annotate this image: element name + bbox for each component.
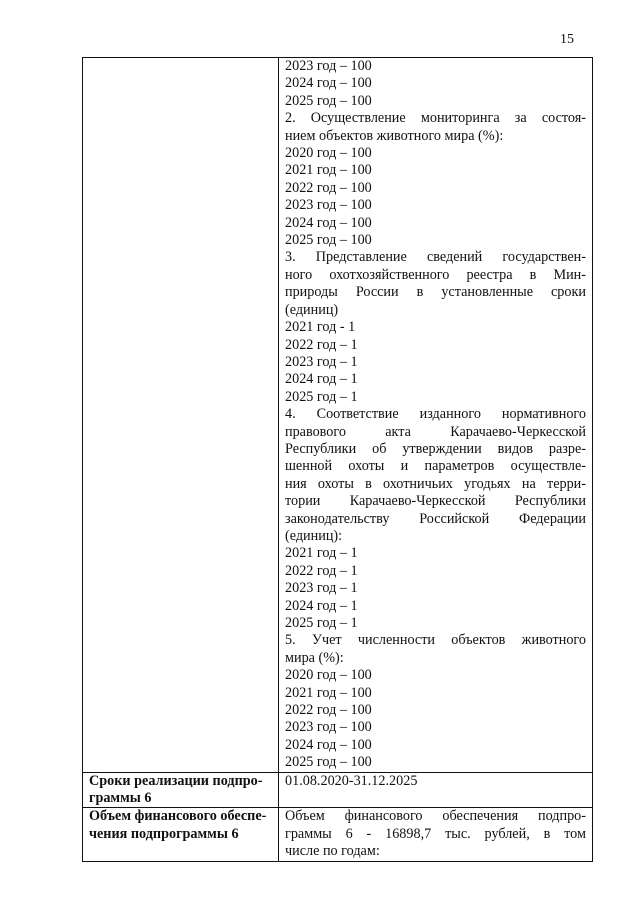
text-line: 2020 год – 100 (285, 667, 372, 684)
indicators-values-cell (279, 58, 593, 773)
text-line: мира (%): (285, 649, 344, 666)
text-line: ния охоты в охотничьих угодьях на терри- (285, 475, 586, 492)
text-line: 2023 год – 1 (285, 580, 358, 597)
subprogram-passport-table (82, 57, 593, 862)
text-line: 2025 год – 1 (285, 388, 358, 405)
text-line: 2024 год – 100 (285, 736, 372, 753)
table-row-financing-volume (83, 808, 593, 861)
text-line: 2021 год – 1 (285, 545, 358, 562)
text-line: Республики об утверждении видов разре- (285, 440, 586, 457)
text-line: 2023 год – 100 (285, 197, 372, 214)
text-line: 2025 год – 1 (285, 615, 358, 631)
text-line: Объем финансового обеспе- (89, 808, 267, 825)
text-line: 2024 год – 1 (285, 597, 358, 614)
text-line: граммы 6 (89, 790, 152, 807)
text-line: шенной охоты и параметров осуществле- (285, 458, 586, 475)
text-line: чения подпрограммы 6 (89, 825, 239, 842)
text-line: 2024 год – 100 (285, 75, 372, 92)
indicators-label-cell (83, 58, 279, 773)
financing-volume-label (83, 808, 279, 861)
text-line: 2022 год – 100 (285, 702, 372, 719)
text-line: нием объектов животного мира (%): (285, 127, 504, 144)
text-line: 2022 год – 1 (285, 336, 358, 353)
text-line: (единиц) (285, 301, 339, 318)
text-line: 2025 год – 100 (285, 754, 372, 771)
text-line: 2024 год – 100 (285, 214, 372, 231)
text-line: 5. Учет численности объектов животного (285, 632, 586, 649)
implementation-period-label (83, 772, 279, 808)
text-line: 2023 год – 100 (285, 719, 372, 736)
text-line: правового акта Карачаево-Черкесской (285, 423, 586, 440)
table-row-indicators (83, 58, 593, 773)
text-line: числе по годам: (285, 843, 380, 860)
text-line: 2021 год – 100 (285, 684, 372, 701)
text-line: 2022 год – 100 (285, 179, 372, 196)
text-line: 2023 год – 1 (285, 353, 358, 370)
text-line: 2023 год – 100 (285, 58, 372, 74)
text-line: 4. Соответствие изданного нормативного (285, 406, 586, 423)
text-line: 2. Осуществление мониторинга за состоя- (285, 110, 586, 127)
text-line: ного охотхозяйственного реестра в Мин- (285, 266, 586, 283)
text-line: (единиц): (285, 527, 343, 544)
text-line: 2025 год – 100 (285, 92, 372, 109)
financing-volume-value (279, 808, 593, 861)
text-line: природы России в установленные сроки (285, 284, 586, 301)
text-line: 01.08.2020-31.12.2025 (285, 772, 418, 789)
page-number: 15 (560, 32, 574, 47)
text-line: 2024 год – 1 (285, 371, 358, 388)
text-line: 2021 год – 100 (285, 162, 372, 179)
text-line: 2022 год – 1 (285, 562, 358, 579)
text-line: тории Карачаево-Черкесской Республики (285, 493, 586, 510)
text-line: 2025 год – 100 (285, 232, 372, 249)
text-line: Объем финансового обеспечения подпро- (285, 808, 586, 825)
text-line: Сроки реализации подпро- (89, 772, 263, 789)
text-line: 2021 год - 1 (285, 319, 356, 336)
text-line: граммы 6 - 16898,7 тыс. рублей, в том (285, 825, 586, 842)
text-line: 3. Представление сведений государствен- (285, 249, 586, 266)
text-line: законодательству Российской Федерации (285, 510, 586, 527)
implementation-period-value (279, 772, 593, 808)
table-row-implementation-period (83, 772, 593, 808)
text-line: 2020 год – 100 (285, 145, 372, 162)
